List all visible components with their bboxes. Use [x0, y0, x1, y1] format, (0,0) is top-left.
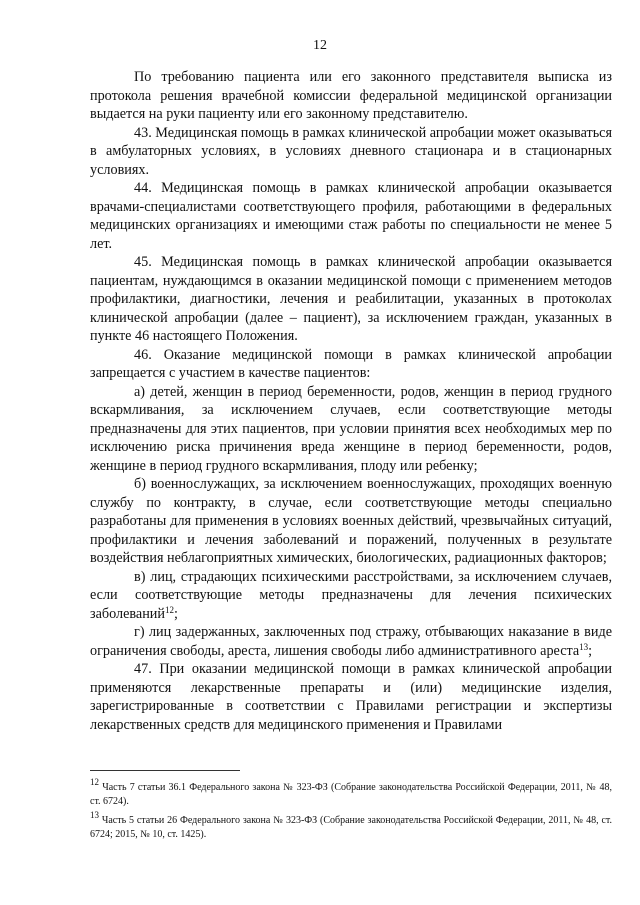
- paragraph-extract: По требованию пациента или его законного представителя выписка из протокола решения врачебной комиссии федеральной медицинской организации выдается на руки пациенту или его законному представителю.: [90, 69, 612, 122]
- paragraph-46-v: [90, 568, 612, 624]
- footnote-13: [90, 810, 613, 842]
- footnote-12: [90, 777, 613, 809]
- paragraph-47: 47. При оказании медицинской помощи в рамках клинической апробации применяются лекарственные препараты и (или) медицинские изделия, зарегистрированные в соответствии с Правилами регистрации и экспертизы лекарственных средств для медицинского применения и Правилами: [90, 661, 612, 733]
- paragraph-46-g-tail: ;: [588, 642, 593, 659]
- paragraph-46-a: а) детей, женщин в период беременности, родов, женщин в период грудного вскармливания, за исключением случаев, если соответствующие методы предназначены для этих пациентов, при условии принятия всех необходимых мер по исключению риска причинения вреда женщине в период беременности, родов, женщине в период грудного вскармливания, плоду или ребенку;: [90, 383, 612, 474]
- paragraph-44: 44. Медицинская помощь в рамках клинической апробации оказывается врачами-специалистами соответствующего профиля, работающими в федеральных медицинских организациях и имеющими стаж работы по специальности не менее 5 лет.: [90, 180, 612, 252]
- paragraph-46-g: [90, 623, 612, 660]
- paragraph-46: 46. Оказание медицинской помощи в рамках клинической апробации запрещается с участием в качестве пациентов:: [90, 346, 612, 381]
- paragraph-43: 43. Медицинская помощь в рамках клинической апробации может оказываться в амбулаторных условиях, в условиях дневного стационара и в стационарных условиях.: [90, 124, 612, 178]
- paragraph-46-g-text: г) лиц задержанных, заключенных под стражу, отбывающих наказание в виде ограничения свободы, ареста, лишения свободы либо административного ареста: [90, 624, 612, 659]
- footnotes: [90, 777, 613, 847]
- footnote-number: 13: [90, 810, 99, 820]
- paragraph-46-v-text: в) лиц, страдающих психическими расстройствами, за исключением случаев, если соответствующие методы предназначены для лечения психических заболеваний: [90, 568, 612, 622]
- footnote-divider: [90, 770, 240, 771]
- page-number: 12: [313, 38, 327, 53]
- body-text: [90, 68, 612, 734]
- paragraph-46-v-tail: ;: [174, 605, 178, 622]
- footnote-text: Часть 5 статьи 26 Федерального закона № 323-ФЗ (Собрание законодательства Российской Федерации, 2011, № 48, ст. 6724; 2015, № 10, ст. 1425).: [90, 815, 613, 840]
- footnote-ref-12[interactable]: 12: [165, 604, 174, 615]
- paragraph-45: 45. Медицинская помощь в рамках клинической апробации оказывается пациентам, нуждающимся в оказании медицинской помощи с применением методов профилактики, диагностики, лечения и реабилитации, указанных в протоколах клинической апробации (далее – пациент), за исключением граждан, указанных в пункте 46 настоящего Положения.: [90, 254, 612, 344]
- footnote-text: Часть 7 статьи 36.1 Федерального закона № 323-ФЗ (Собрание законодательства Российской Федерации, 2011, № 48, ст. 6724).: [90, 782, 613, 807]
- footnote-number: 12: [90, 777, 99, 787]
- paragraph-46-b: б) военнослужащих, за исключением военнослужащих, проходящих военную службу по контракту, в случае, если соответствующие методы специально разработаны для применения в условиях военных действий, чрезвычайных ситуаций, профилактики и лечения заболеваний и поражений, полученных в результате воздействия неблагоприятных химических, биологических, радиационных факторов;: [90, 476, 612, 566]
- footnote-ref-13[interactable]: 13: [579, 641, 589, 652]
